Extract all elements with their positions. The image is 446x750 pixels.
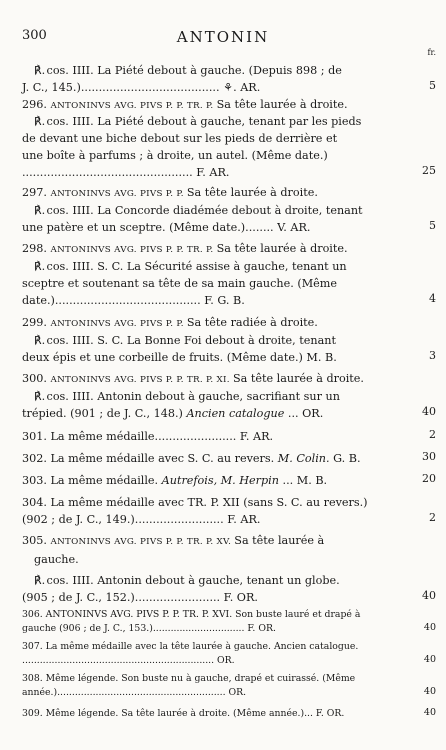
reverse-line <box>22 202 412 219</box>
entry-text: La même médaille avec la tête laurée à gauche. Ancien catalogue. <box>45 641 359 652</box>
column-header: fr. <box>427 48 436 57</box>
reverse-text: cos. IIII. S. C. La Sécurité assise à gauche, tenant un <box>43 260 347 273</box>
entry-number: 296. <box>22 98 51 111</box>
catalogue-entry <box>22 113 412 181</box>
price-value: 2 <box>429 511 436 524</box>
provenance: M. Colin. <box>277 452 330 465</box>
reverse-line: deux épis et une corbeille de fruits. (Même date.) M. B. <box>22 351 337 364</box>
entry-text: gauche (906 ; de J. C., 153.)............................... F. OR. <box>22 622 276 634</box>
catalogue-entry <box>22 494 412 528</box>
catalogue-entry <box>22 240 412 259</box>
reverse-line: ................................................ F. AR. <box>22 166 230 179</box>
reverse-line: une boîte à parfums ; à droite, un autel. (Même date.) <box>22 149 328 162</box>
reverse-line: J. C., 145.)....................................... ⚘. AR. <box>22 81 261 94</box>
obverse-description: Sa tête laurée à droite. <box>232 372 364 385</box>
price-value: 40 <box>423 707 436 718</box>
obverse-description: Sa tête laurée à <box>234 534 325 547</box>
entry-number: 309. <box>22 708 46 719</box>
price-value: 25 <box>422 164 436 177</box>
entry-text: La même médaille....................... F. AR. <box>50 430 274 443</box>
provenance: Autrefois, M. Herpin <box>161 474 279 487</box>
obverse-legend: ANTONINVS AVG. PIVS P. P. TR. P. <box>50 245 217 255</box>
catalogue-entry <box>22 608 412 635</box>
reverse-line <box>22 332 412 349</box>
price-value: 5 <box>429 79 436 92</box>
reverse-text: cos. IIII. Antonin debout à gauche, sacrifiant sur un <box>43 390 340 403</box>
entry-text: ANTONINVS AVG. PIVS P. P. TR. P. XVI. Son buste lauré et drapé à <box>45 609 361 620</box>
entry-text: La même médaille avec S. C. au revers. <box>50 452 278 465</box>
reverse-line <box>22 62 412 79</box>
catalogue-entry <box>22 388 412 422</box>
price-value: 40 <box>423 654 436 665</box>
obverse-description: Sa tête laurée à droite. <box>216 242 348 255</box>
reverse-line <box>22 113 412 130</box>
catalogue-entry <box>22 640 412 667</box>
catalogue-entry <box>22 184 412 203</box>
catalogue-entry <box>22 672 412 699</box>
price-value: 40 <box>422 405 436 418</box>
page-header <box>0 28 446 48</box>
reverse-line: date.)......................................... F. G. B. <box>22 294 245 307</box>
reverse-mark: ℟. <box>34 64 46 77</box>
reverse-mark: ℟. <box>34 115 46 128</box>
entry-text: ... M. B. <box>278 474 328 487</box>
reverse-line: une patère et un sceptre. (Même date.)........ V. AR. <box>22 221 311 234</box>
catalogue-entry <box>22 258 412 309</box>
price-value: 2 <box>429 428 436 441</box>
price-value: 4 <box>429 292 436 305</box>
price-value: 40 <box>423 686 436 697</box>
reverse-text: cos. IIII. La Piété debout à gauche, tenant par les pieds <box>43 115 362 128</box>
catalogue-entry <box>22 707 412 721</box>
obverse-description: Sa tête radiée à droite. <box>186 316 318 329</box>
entry-text: Même légende. Sa tête laurée à droite. (Même année.)... F. OR. <box>45 708 345 719</box>
obverse-legend: ANTONINVS AVG. PIVS P. P. TR. P. XV. <box>50 537 235 547</box>
catalogue-entry <box>22 332 412 366</box>
entry-number: 306. <box>22 609 46 620</box>
catalogue-entry <box>22 472 412 489</box>
catalogue-entry <box>22 572 412 606</box>
entry-number: 305. <box>22 534 51 547</box>
reverse-mark: ℟. <box>34 574 46 587</box>
entry-number: 299. <box>22 316 51 329</box>
reverse-line: sceptre et soutenant sa tête de sa main gauche. (Même <box>22 277 338 290</box>
reverse-mark: ℟. <box>34 204 46 217</box>
reverse-mark: ℟. <box>34 390 46 403</box>
reverse-line <box>22 405 412 422</box>
entry-number: 303. <box>22 474 51 487</box>
entry-number: 307. <box>22 641 46 652</box>
catalogue-entry <box>22 532 412 568</box>
entry-text: (902 ; de J. C., 149.)......................... F. AR. <box>22 513 261 526</box>
entry-text: année.)......................................................... OR. <box>22 686 247 698</box>
obverse-legend: ANTONINVS AVG. PIVS P. P. TR. P. XI. <box>50 375 233 385</box>
entry-text: ................................................................. OR. <box>22 654 235 666</box>
entry-number: 297. <box>22 186 51 199</box>
price-value: 3 <box>429 349 436 362</box>
reverse-line: de devant une biche debout sur les pieds de derrière et <box>22 132 338 145</box>
price-value: 40 <box>423 622 436 633</box>
entry-text: G. B. <box>329 452 361 465</box>
reverse-text: cos. IIII. La Piété debout à gauche. (Depuis 898 ; de <box>43 64 342 77</box>
entry-number: 298. <box>22 242 51 255</box>
obverse-description: Sa tête laurée à droite. <box>216 98 348 111</box>
entry-text: La même médaille. <box>50 474 162 487</box>
catalogue-entry <box>22 450 412 467</box>
entry-number: 300. <box>22 372 51 385</box>
reverse-text: trépied. (901 ; de J. C., 148.) <box>22 407 187 420</box>
reverse-text: ... OR. <box>284 407 324 420</box>
entry-number: 302. <box>22 452 51 465</box>
entry-number: 301. <box>22 430 51 443</box>
entry-text: Même légende. Son buste nu à gauche, drapé et cuirassé. (Même <box>45 673 356 684</box>
provenance: Ancien catalogue <box>186 407 285 420</box>
description-continued: gauche. <box>34 553 79 566</box>
catalogue-entry <box>22 428 412 445</box>
reverse-text: cos. IIII. S. C. La Bonne Foi debout à droite, tenant <box>43 334 336 347</box>
price-value: 5 <box>429 219 436 232</box>
page-number: 300 <box>22 28 47 43</box>
reverse-text: cos. IIII. Antonin debout à gauche, tenant un globe. <box>43 574 340 587</box>
catalogue-entry <box>22 314 412 333</box>
obverse-legend: ANTONINVS AVG. PIVS P. P. <box>50 189 187 199</box>
obverse-legend: ANTONINVS AVG. PIVS P. P. <box>50 319 187 329</box>
reverse-line <box>22 572 412 589</box>
reverse-line <box>22 388 412 405</box>
entry-number: 304. <box>22 496 51 509</box>
price-value: 40 <box>422 589 436 602</box>
reverse-line: (905 ; de J. C., 152.)........................ F. OR. <box>22 591 258 604</box>
reverse-mark: ℟. <box>34 334 46 347</box>
entry-text: La même médaille avec TR. P. XII (sans S. C. au revers.) <box>50 496 368 509</box>
price-value: 20 <box>422 472 436 485</box>
reverse-line <box>22 258 412 275</box>
catalogue-entry <box>22 62 412 96</box>
catalogue-entry <box>22 370 412 389</box>
obverse-description: Sa tête laurée à droite. <box>186 186 318 199</box>
reverse-mark: ℟. <box>34 260 46 273</box>
catalogue-entry <box>22 202 412 236</box>
entry-number: 308. <box>22 673 46 684</box>
reverse-text: cos. IIII. La Concorde diadémée debout à droite, tenant <box>43 204 363 217</box>
running-title: ANTONIN <box>176 28 270 46</box>
obverse-legend: ANTONINVS AVG. PIVS P. P. TR. P. <box>50 101 217 111</box>
price-value: 30 <box>422 450 436 463</box>
